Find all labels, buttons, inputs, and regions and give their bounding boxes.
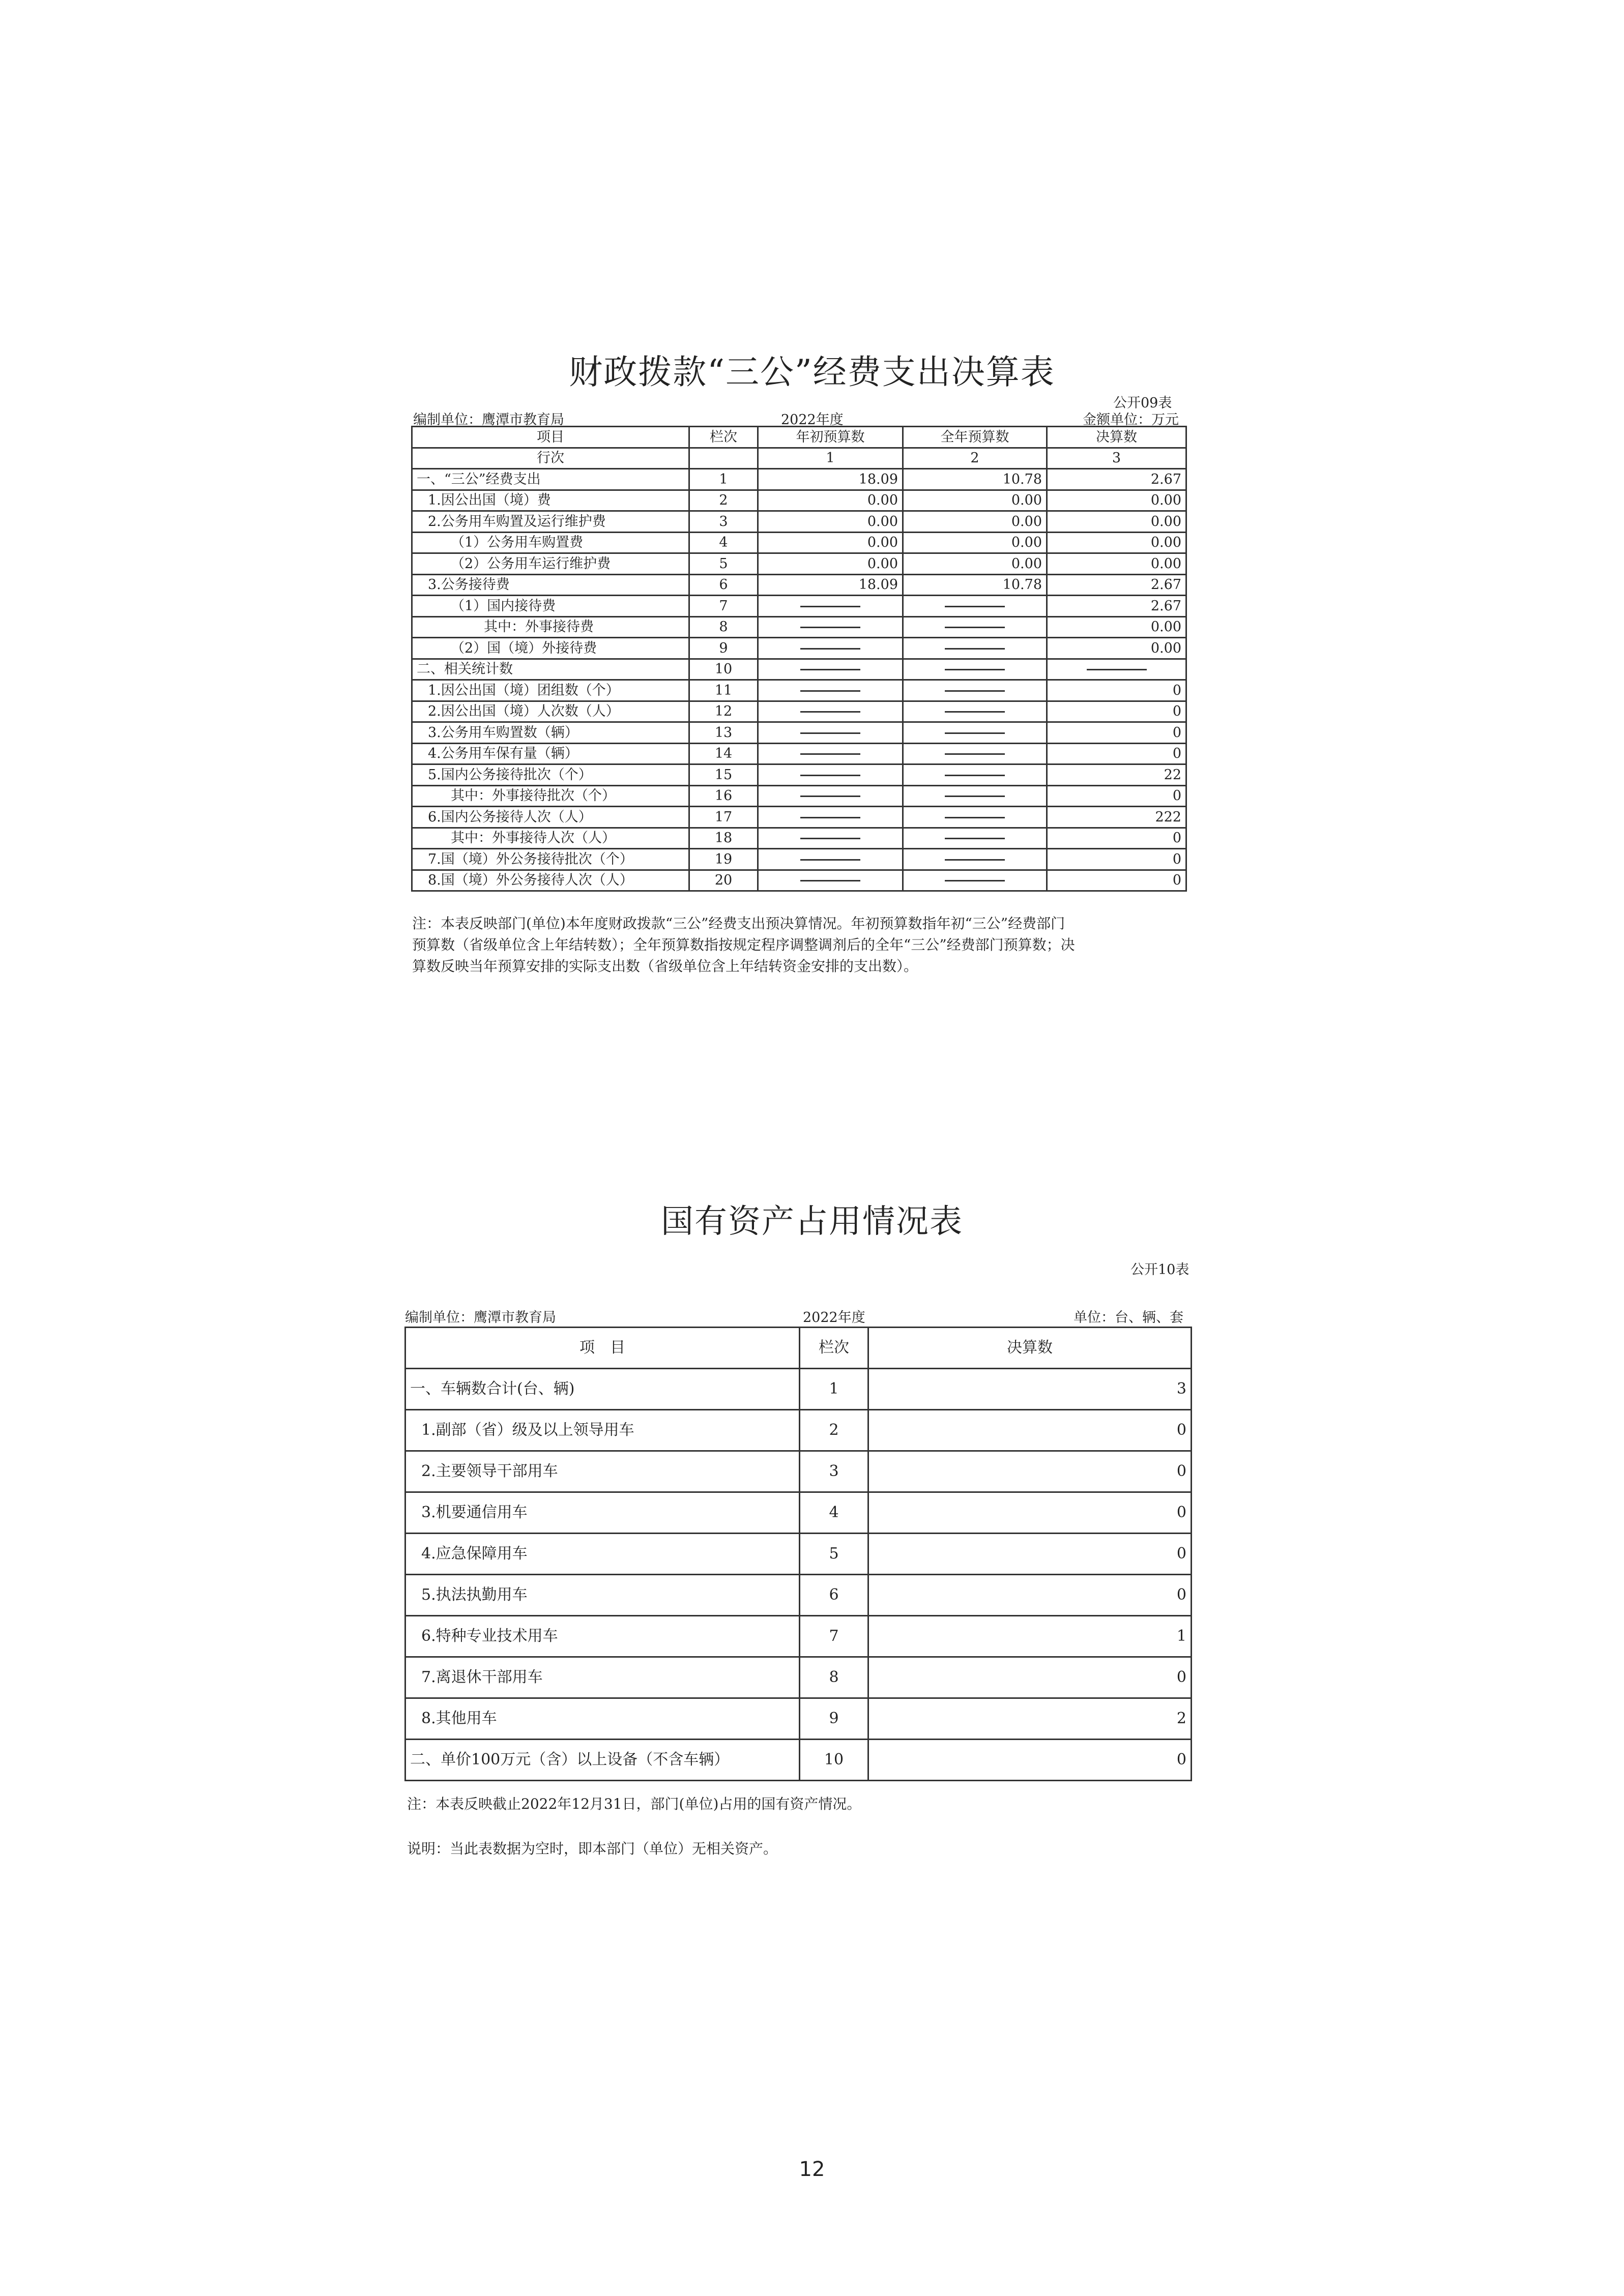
column-number-cell: 5 [800,1534,868,1575]
item-cell: 其中：外事接待费 [412,616,689,638]
column-header: 栏次 [689,427,758,448]
item-cell: 4.应急保障用车 [405,1534,800,1575]
column-number-cell: 8 [689,616,758,638]
final-amount-cell: 0 [868,1534,1192,1575]
dash-placeholder [800,732,860,734]
final-amount-cell: 222 [1047,807,1186,828]
column-number-cell: 1 [689,469,758,490]
item-cell: 一、车辆数合计(台、辆) [405,1369,800,1410]
annual-budget-cell [903,701,1047,722]
table1-note-line: 注：本表反映部门(单位)本年度财政拨款“三公”经费支出预决算情况。年初预算数指年初“三公”经费部门 [412,915,1065,932]
table-row [412,807,1186,828]
item-cell: 1.副部（省）级及以上领导用车 [405,1410,800,1451]
dash-placeholder [945,606,1005,607]
item-cell: 7.离退休干部用车 [405,1657,800,1698]
table-row [412,849,1186,870]
final-amount-cell: 0 [868,1575,1192,1616]
final-amount-cell: 0 [1047,870,1186,891]
initial-budget-cell: 18.09 [758,469,903,490]
final-amount-cell: 0 [868,1657,1192,1698]
column-header: 项目 [412,427,689,448]
dash-placeholder [945,711,1005,713]
item-cell: 3.机要通信用车 [405,1492,800,1534]
table1-title: 财政拨款“三公”经费支出决算表 [569,352,1055,392]
index-cell: 行次 [412,448,689,469]
initial-budget-cell [758,849,903,870]
dash-placeholder [800,753,860,755]
column-number-cell: 10 [689,659,758,680]
initial-budget-cell [758,764,903,786]
item-cell: 其中：外事接待人次（人） [412,828,689,849]
table1-code: 公开09表 [1113,395,1172,411]
final-amount-cell: 0.00 [1047,638,1186,659]
final-amount-cell: 0 [1047,680,1186,701]
item-cell: 7.国（境）外公务接待批次（个） [412,849,689,870]
annual-budget-cell [903,680,1047,701]
final-amount-cell: 0 [868,1740,1192,1781]
table-row [412,743,1186,764]
table-row [412,828,1186,849]
table-row [412,870,1186,891]
item-cell: 6.特种专业技术用车 [405,1616,800,1657]
final-amount-cell: 0.00 [1047,511,1186,533]
table1-note-line: 预算数（省级单位含上年结转数）；全年预算数指按规定程序调整调剂后的全年“三公”经费部门预算数；决 [412,936,1075,953]
annual-budget-cell [903,785,1047,807]
item-cell: 一、“三公”经费支出 [412,469,689,490]
initial-budget-cell [758,659,903,680]
column-number-cell: 20 [689,870,758,891]
page-number: 12 [799,2158,825,2181]
column-number-cell: 6 [689,574,758,596]
item-cell: （2）国（境）外接待费 [412,638,689,659]
annual-budget-cell: 10.78 [903,469,1047,490]
table-row [412,511,1186,533]
initial-budget-cell [758,807,903,828]
final-amount-cell: 0 [868,1451,1192,1492]
item-cell: 1.因公出国（境）费 [412,490,689,511]
table-row [412,532,1186,553]
annual-budget-cell [903,807,1047,828]
column-number-cell: 5 [689,553,758,575]
annual-budget-cell [903,743,1047,764]
initial-budget-cell: 0.00 [758,511,903,533]
annual-budget-cell [903,870,1047,891]
dash-placeholder [945,627,1005,628]
index-cell [689,448,758,469]
final-amount-cell: 0 [1047,722,1186,744]
annual-budget-cell [903,828,1047,849]
column-number-cell: 9 [689,638,758,659]
initial-budget-cell: 0.00 [758,553,903,575]
annual-budget-cell: 0.00 [903,532,1047,553]
final-amount-cell: 0 [1047,849,1186,870]
column-number-cell: 19 [689,849,758,870]
initial-budget-cell: 0.00 [758,532,903,553]
item-cell: 4.公务用车保有量（辆） [412,743,689,764]
dash-placeholder [800,880,860,881]
header-row [405,1328,1192,1369]
initial-budget-cell [758,828,903,849]
table2-title: 国有资产占用情况表 [661,1203,963,1241]
final-amount-cell: 3 [868,1369,1192,1410]
column-number-cell: 15 [689,764,758,786]
column-number-cell: 2 [800,1410,868,1451]
index-row [412,448,1186,469]
column-header: 决算数 [1047,427,1186,448]
item-cell: （1）国内接待费 [412,596,689,617]
column-number-cell: 9 [800,1698,868,1740]
table1-year: 2022年度 [781,412,844,428]
table-row [412,638,1186,659]
initial-budget-cell [758,701,903,722]
item-cell: 2.公务用车购置及运行维护费 [412,511,689,533]
table-row [412,574,1186,596]
annual-budget-cell [903,638,1047,659]
table-row [405,1740,1192,1781]
column-number-cell: 12 [689,701,758,722]
column-header: 决算数 [868,1328,1192,1369]
table-row [405,1410,1192,1451]
item-cell: 二、单价100万元（含）以上设备（不含车辆） [405,1740,800,1781]
column-number-cell: 3 [689,511,758,533]
table-row [412,659,1186,680]
table-row [412,764,1186,786]
annual-budget-cell [903,722,1047,744]
final-amount-cell: 2 [868,1698,1192,1740]
annual-budget-cell: 0.00 [903,490,1047,511]
initial-budget-cell [758,870,903,891]
final-amount-cell: 1 [868,1616,1192,1657]
column-number-cell: 4 [689,532,758,553]
dash-placeholder [800,627,860,628]
final-amount-cell: 0 [868,1410,1192,1451]
final-amount-cell: 0 [1047,701,1186,722]
dash-placeholder [945,796,1005,797]
annual-budget-cell [903,596,1047,617]
table-row [405,1698,1192,1740]
dash-placeholder [800,775,860,776]
final-amount-cell: 0 [1047,785,1186,807]
dash-placeholder [945,648,1005,650]
table-row [412,596,1186,617]
table-row [405,1451,1192,1492]
index-cell: 1 [758,448,903,469]
annual-budget-cell: 10.78 [903,574,1047,596]
column-header: 全年预算数 [903,427,1047,448]
table-row [405,1616,1192,1657]
column-number-cell: 8 [800,1657,868,1698]
column-number-cell: 17 [689,807,758,828]
table-row [405,1657,1192,1698]
item-cell: 8.国（境）外公务接待人次（人） [412,870,689,891]
index-cell: 3 [1047,448,1186,469]
final-amount-cell: 2.67 [1047,469,1186,490]
final-amount-cell [1047,659,1186,680]
index-cell: 2 [903,448,1047,469]
table2-unit: 单位：台、辆、套 [1074,1310,1183,1326]
initial-budget-cell: 0.00 [758,490,903,511]
table-row [412,701,1186,722]
final-amount-cell: 0.00 [1047,616,1186,638]
initial-budget-cell [758,596,903,617]
initial-budget-cell: 18.09 [758,574,903,596]
table-row [412,722,1186,744]
item-cell: 6.国内公务接待人次（人） [412,807,689,828]
dash-placeholder [945,690,1005,692]
item-cell: （1）公务用车购置费 [412,532,689,553]
column-number-cell: 1 [800,1369,868,1410]
final-amount-cell: 0.00 [1047,532,1186,553]
initial-budget-cell [758,785,903,807]
dash-placeholder [945,669,1005,670]
table2-explain: 说明：当此表数据为空时，即本部门（单位）无相关资产。 [407,1840,778,1857]
final-amount-cell: 2.67 [1047,596,1186,617]
initial-budget-cell [758,616,903,638]
column-number-cell: 18 [689,828,758,849]
table2-year: 2022年度 [803,1310,865,1326]
column-header: 栏次 [800,1328,868,1369]
state-assets-table [404,1327,1192,1781]
table2-unit-org: 编制单位：鹰潭市教育局 [405,1310,556,1326]
column-number-cell: 11 [689,680,758,701]
item-cell: 2.因公出国（境）人次数（人） [412,701,689,722]
annual-budget-cell [903,616,1047,638]
column-number-cell: 13 [689,722,758,744]
column-header: 项 目 [405,1328,800,1369]
table1-amount-unit: 金额单位：万元 [1083,412,1179,428]
annual-budget-cell: 0.00 [903,553,1047,575]
item-cell: 2.主要领导干部用车 [405,1451,800,1492]
final-amount-cell: 22 [1047,764,1186,786]
dash-placeholder [800,669,860,670]
table-row [405,1492,1192,1534]
table-row [412,616,1186,638]
column-number-cell: 3 [800,1451,868,1492]
item-cell: 3.公务用车购置数（辆） [412,722,689,744]
header-row [412,427,1186,448]
final-amount-cell: 0.00 [1047,553,1186,575]
item-cell: 1.因公出国（境）团组数（个） [412,680,689,701]
dash-placeholder [800,606,860,607]
table-row [405,1575,1192,1616]
table-row [412,680,1186,701]
dash-placeholder [800,690,860,692]
item-cell: 5.国内公务接待批次（个） [412,764,689,786]
final-amount-cell: 0 [1047,743,1186,764]
table-row [412,553,1186,575]
dash-placeholder [800,711,860,713]
table-row [405,1369,1192,1410]
item-cell: 3.公务接待费 [412,574,689,596]
column-header: 年初预算数 [758,427,903,448]
three-public-expense-table [411,426,1187,892]
table1-note [412,913,1075,977]
table2-code: 公开10表 [1130,1262,1190,1278]
initial-budget-cell [758,743,903,764]
column-number-cell: 16 [689,785,758,807]
table2-note: 注：本表反映截止2022年12月31日，部门(单位)占用的国有资产情况。 [407,1795,861,1812]
annual-budget-cell: 0.00 [903,511,1047,533]
table-row [412,490,1186,511]
item-cell: 二、相关统计数 [412,659,689,680]
initial-budget-cell [758,638,903,659]
initial-budget-cell [758,722,903,744]
item-cell: 8.其他用车 [405,1698,800,1740]
dash-placeholder [800,817,860,818]
dash-placeholder [945,753,1005,755]
annual-budget-cell [903,659,1047,680]
column-number-cell: 6 [800,1575,868,1616]
table-row [405,1534,1192,1575]
dash-placeholder [800,859,860,861]
initial-budget-cell [758,680,903,701]
final-amount-cell: 0.00 [1047,490,1186,511]
dash-placeholder [1087,669,1147,670]
column-number-cell: 14 [689,743,758,764]
column-number-cell: 2 [689,490,758,511]
column-number-cell: 7 [689,596,758,617]
final-amount-cell: 2.67 [1047,574,1186,596]
dash-placeholder [945,817,1005,818]
annual-budget-cell [903,849,1047,870]
dash-placeholder [945,838,1005,839]
table-row [412,469,1186,490]
item-cell: （2）公务用车运行维护费 [412,553,689,575]
column-number-cell: 10 [800,1740,868,1781]
column-number-cell: 7 [800,1616,868,1657]
final-amount-cell: 0 [868,1492,1192,1534]
dash-placeholder [945,775,1005,776]
dash-placeholder [945,732,1005,734]
table1-note-line: 算数反映当年预算安排的实际支出数（省级单位含上年结转资金安排的支出数）。 [412,958,918,975]
item-cell: 其中：外事接待批次（个） [412,785,689,807]
column-number-cell: 4 [800,1492,868,1534]
table-row [412,785,1186,807]
item-cell: 5.执法执勤用车 [405,1575,800,1616]
dash-placeholder [800,796,860,797]
dash-placeholder [800,648,860,650]
dash-placeholder [945,880,1005,881]
final-amount-cell: 0 [1047,828,1186,849]
annual-budget-cell [903,764,1047,786]
table1-unit-org: 编制单位：鹰潭市教育局 [413,412,564,428]
dash-placeholder [800,838,860,839]
dash-placeholder [945,859,1005,861]
